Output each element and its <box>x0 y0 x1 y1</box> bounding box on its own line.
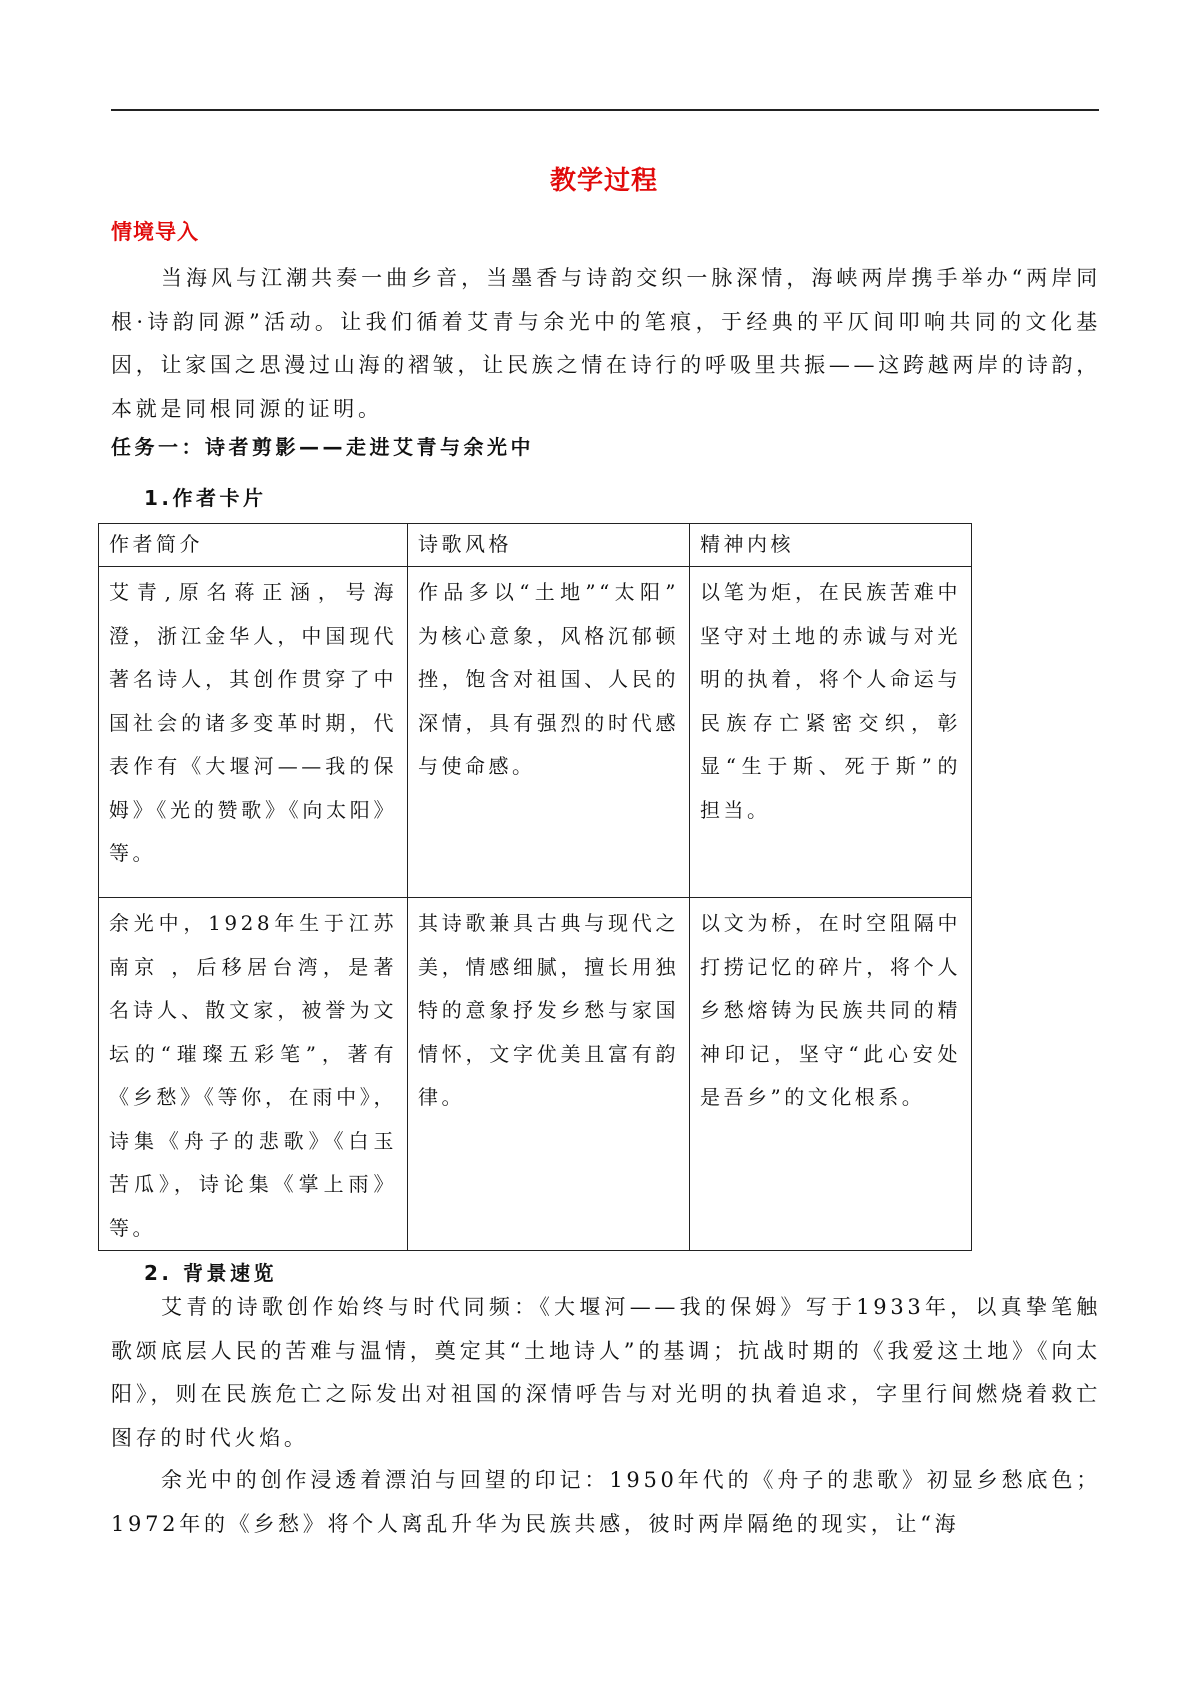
table-row <box>99 567 972 898</box>
table-header-row <box>99 524 972 567</box>
intro-paragraph: 当海风与江潮共奏一曲乡音，当墨香与诗韵交织一脉深情，海峡两岸携手举办“两岸同根·诗韵同源”活动。让我们循着艾青与余光中的笔痕，于经典的平仄间叩响共同的文化基因，让家国之思漫过山海的褶皱，让民族之情在诗行的呼吸里共振——这跨越两岸的诗韵，本就是同根同源的证明。 <box>111 266 1101 421</box>
author-card-heading: 1.作者卡片 <box>144 486 267 510</box>
table-cell: 其诗歌兼具古典与现代之美，情感细腻，擅长用独特的意象抒发乡愁与家国情怀，文字优美且富有韵律。 <box>408 898 690 1251</box>
table-header-cell: 作者简介 <box>99 524 408 567</box>
table-header-cell: 诗歌风格 <box>408 524 690 567</box>
page-title: 教学过程 <box>549 166 658 196</box>
background-heading: 2. 背景速览 <box>144 1261 277 1285</box>
header-rule <box>111 109 1099 111</box>
table-cell: 余光中，1928年生于江苏南京 ，后移居台湾，是著名诗人、散文家，被誉为文坛的“璀璨五彩笔”，著有《乡愁》《等你，在雨中》，诗集《舟子的悲歌》《白玉苦瓜》，诗论集《掌上雨》等。 <box>99 898 408 1251</box>
table-row <box>99 898 972 1251</box>
table-cell: 艾青,原名蒋正涵，号海澄，浙江金华人，中国现代著名诗人，其创作贯穿了中国社会的诸多变革时期，代表作有《大堰河——我的保姆》《光的赞歌》《向太阳》等。 <box>99 567 408 898</box>
background-paragraph: 余光中的创作浸透着漂泊与回望的印记：1950年代的《舟子的悲歌》初显乡愁底色；1972年的《乡愁》将个人离乱升华为民族共感，彼时两岸隔绝的现实，让“海 <box>111 1468 1101 1536</box>
background-paragraph: 艾青的诗歌创作始终与时代同频：《大堰河——我的保姆》写于1933年，以真挚笔触歌颂底层人民的苦难与温情，奠定其“土地诗人”的基调；抗战时期的《我爱这土地》《向太阳》，则在民族危亡之际发出对祖国的深情呼告与对光明的执着追求，字里行间燃烧着救亡图存的时代火焰。 <box>111 1295 1101 1450</box>
section-heading-intro: 情境导入 <box>111 220 199 244</box>
task-heading: 任务一：诗者剪影——走进艾青与余光中 <box>111 435 534 459</box>
table-cell: 作品多以“土地”“太阳” 为核心意象，风格沉郁顿挫，饱含对祖国、人民的深情，具有强烈的时代感与使命感。 <box>408 567 690 898</box>
author-card-table <box>98 523 972 1251</box>
table-cell: 以笔为炬，在民族苦难中坚守对土地的赤诚与对光明的执着，将个人命运与民族存亡紧密交织，彰显“生于斯、死于斯”的担当。 <box>690 567 972 898</box>
table-header-cell: 精神内核 <box>690 524 972 567</box>
table-cell: 以文为桥，在时空阻隔中打捞记忆的碎片，将个人乡愁熔铸为民族共同的精神印记，坚守“此心安处是吾乡”的文化根系。 <box>690 898 972 1251</box>
